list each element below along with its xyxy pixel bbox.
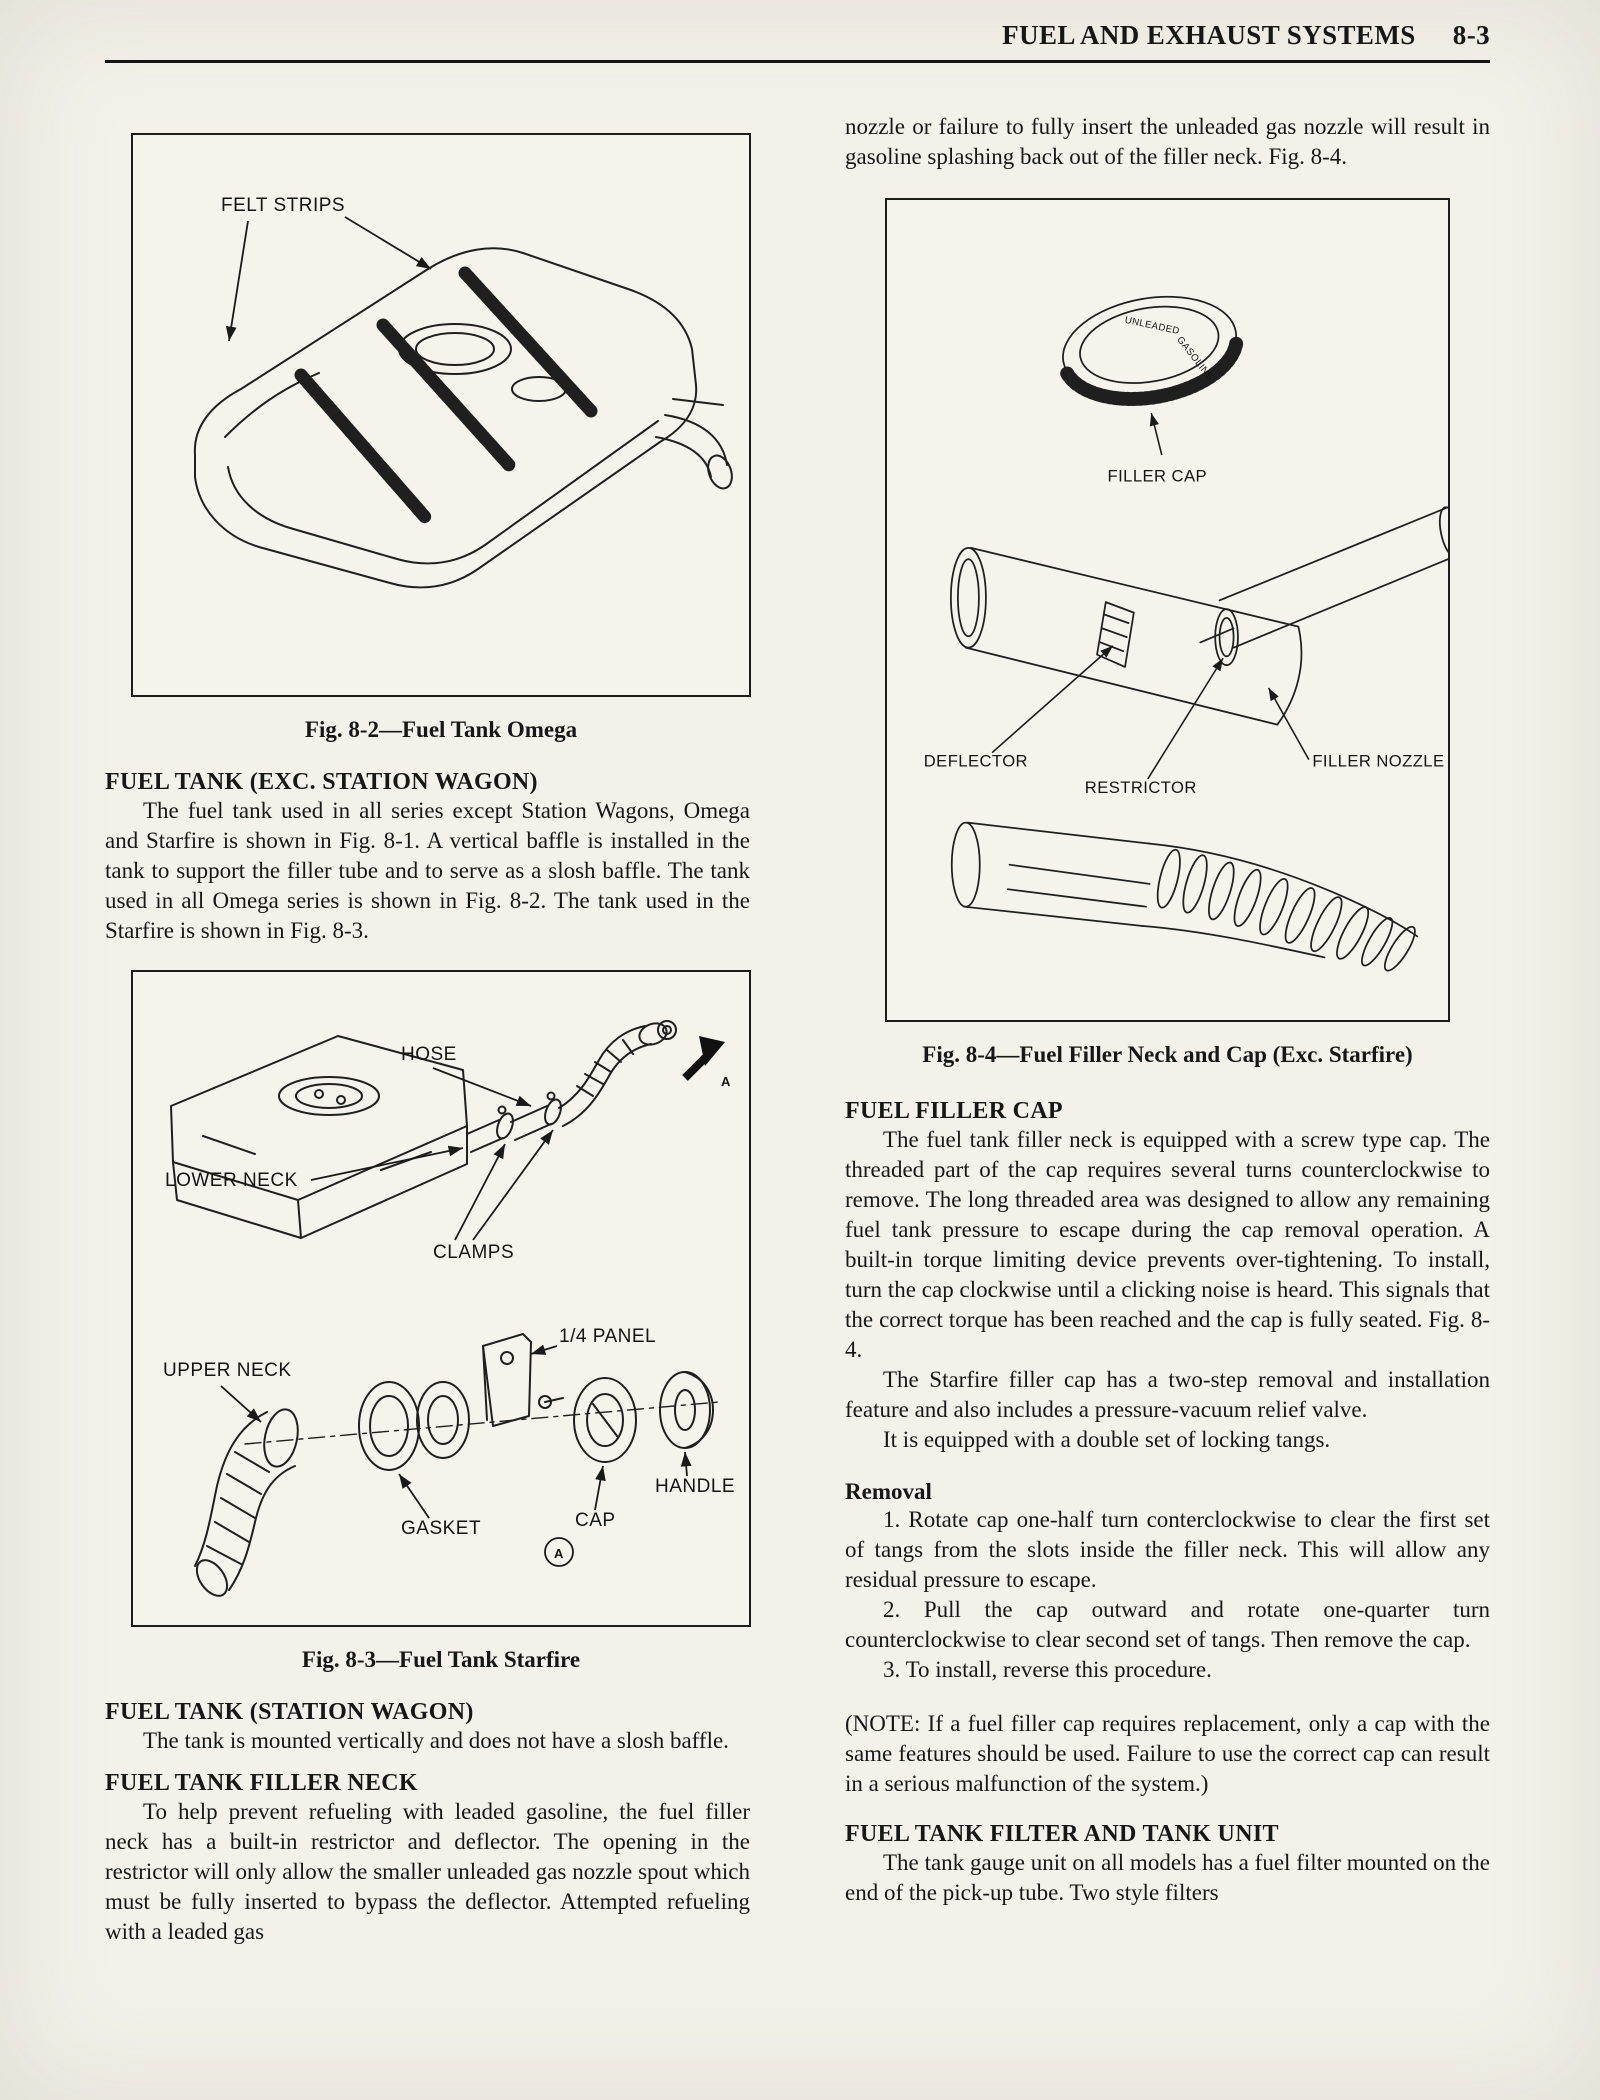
felt-strips-leader-right bbox=[345, 217, 431, 269]
figure-8-3-caption: Fig. 8-3—Fuel Tank Starfire bbox=[301, 1647, 581, 1672]
heading-fuel-tank-station-wagon: FUEL TANK (STATION WAGON) bbox=[105, 1699, 474, 1725]
restrictor-leader bbox=[1148, 658, 1223, 779]
hose-leader bbox=[433, 1068, 531, 1106]
deflector-leader bbox=[992, 646, 1113, 753]
removal-step-3: 3. To install, reverse this procedure. bbox=[883, 1657, 1212, 1682]
paragraph-fuel-tank-filter: The tank gauge unit on all models has a fuel filter mounted on the end of the pick-up tube. Two style filters bbox=[845, 1850, 1490, 1905]
lower-neck-hose-drawing bbox=[952, 823, 1420, 975]
heading-removal: Removal bbox=[845, 1479, 932, 1504]
quarter-panel-leader bbox=[531, 1346, 557, 1354]
upper-neck-leader bbox=[221, 1386, 261, 1422]
figure-8-2-caption: Fig. 8-2—Fuel Tank Omega bbox=[304, 717, 578, 742]
removal-step-1: 1. Rotate cap one-half turn conterclockwise to clear the first set of tangs from the slots inside the filler neck. This will allow any residual pressure to escape. bbox=[845, 1507, 1490, 1592]
handle-label: HANDLE bbox=[655, 1476, 736, 1497]
fuel-tank-starfire-illustration bbox=[133, 972, 749, 1625]
cap-label: CAP bbox=[575, 1510, 616, 1531]
paragraph-fuel-filler-cap-3: It is equipped with a double set of locking tangs. bbox=[883, 1427, 1331, 1452]
paragraph-fuel-tank-exc: The fuel tank used in all series except Station Wagons, Omega and Starfire is shown in Fig. 8-1. A vertical baffle is installed in the tank to support the filler tube and to serve as a slosh baffle. The tank used in all Omega series is shown in Fig. 8-2. The tank used in the Starfire is shown in Fig. 8-3. bbox=[105, 798, 750, 943]
restrictor-label: RESTRICTOR bbox=[1084, 777, 1197, 797]
paragraph-fuel-filler-cap-1: The fuel tank filler neck is equipped with a screw type cap. The threaded part of the cap requires several turns counterclockwise to remove. The long threaded area was designed to allow any remaining fuel tank pressure to escape during the cap removal operation. A built-in torque limiting device prevents over-tightening. To install, turn the cap clockwise until a clicking noise is heard. This signals that the correct torque has been reached and the cap is fully seated. Fig. 8-4. bbox=[845, 1127, 1490, 1362]
running-head: FUEL AND EXHAUST SYSTEMS bbox=[1002, 20, 1416, 50]
filler-neck-and-cap-illustration bbox=[887, 200, 1448, 1020]
heading-fuel-tank-filler-neck: FUEL TANK FILLER NECK bbox=[105, 1770, 418, 1796]
figure-8-4-frame bbox=[885, 198, 1450, 1022]
filler-nozzle-label: FILLER NOZZLE bbox=[1312, 751, 1445, 771]
removal-step-2: 2. Pull the cap outward and rotate one-quarter turn counterclockwise to clear second set of tangs. Then remove the cap. bbox=[845, 1597, 1490, 1652]
figure-8-4 bbox=[885, 198, 1450, 1068]
fuel-tank-omega-drawing bbox=[195, 248, 736, 587]
filler-neck-cutaway-drawing bbox=[951, 505, 1448, 724]
filler-cap-label: FILLER CAP bbox=[1107, 466, 1208, 486]
quarter-panel-label: 1/4 PANEL bbox=[559, 1326, 657, 1347]
detail-a-label: A bbox=[554, 1546, 564, 1561]
figure-8-3 bbox=[131, 970, 751, 1673]
header-rule bbox=[105, 60, 1490, 63]
gasket-label: GASKET bbox=[401, 1518, 482, 1539]
figure-8-2-frame bbox=[131, 133, 751, 697]
cap-leader bbox=[595, 1466, 603, 1510]
paragraph-fuel-filler-cap-2: The Starfire filler cap has a two-step removal and installation feature and also includes a pressure-vacuum relief valve. bbox=[845, 1367, 1490, 1422]
filler-cap-leader bbox=[1151, 413, 1162, 455]
note-paragraph: (NOTE: If a fuel filler cap requires replacement, only a cap with the same features should be used. Failure to use the correct cap can result in a serious malfunction of the system.) bbox=[845, 1711, 1490, 1796]
cap-gasoline-text: GASOLINE bbox=[1174, 334, 1216, 383]
paragraph-fuel-tank-filler-neck: To help prevent refueling with leaded gasoline, the fuel filler neck has a built-in restrictor and deflector. The opening in the restrictor will only allow the smaller unleaded gas nozzle spout which must be fully inserted to bypass the deflector. Attempted refueling with a leaded gas bbox=[105, 1799, 750, 1944]
left-column bbox=[105, 98, 750, 1947]
hose-label: HOSE bbox=[401, 1044, 457, 1065]
fuel-tank-omega-illustration bbox=[133, 135, 749, 695]
heading-fuel-tank-exc-station-wagon: FUEL TANK (EXC. STATION WAGON) bbox=[105, 769, 538, 795]
clamps-leader-1 bbox=[455, 1144, 505, 1240]
upper-neck-label: UPPER NECK bbox=[163, 1360, 292, 1381]
clamps-label: CLAMPS bbox=[433, 1242, 515, 1263]
figure-8-3-frame bbox=[131, 970, 751, 1627]
felt-strips-leader-left bbox=[229, 221, 248, 341]
heading-fuel-tank-filter: FUEL TANK FILTER AND TANK UNIT bbox=[845, 1821, 1279, 1847]
paragraph-fuel-tank-station-wagon: The tank is mounted vertically and does not have a slosh baffle. bbox=[143, 1728, 729, 1753]
figure-8-2 bbox=[131, 133, 751, 743]
figure-8-4-caption: Fig. 8-4—Fuel Filler Neck and Cap (Exc. Starfire) bbox=[922, 1042, 1413, 1067]
view-direction-arrow-shaft bbox=[685, 1056, 707, 1078]
handle-leader bbox=[685, 1452, 687, 1476]
heading-fuel-filler-cap: FUEL FILLER CAP bbox=[845, 1098, 1063, 1124]
cap-unleaded-text: UNLEADED bbox=[1123, 314, 1181, 338]
gasket-leader bbox=[399, 1474, 429, 1518]
lower-neck-label: LOWER NECK bbox=[165, 1170, 298, 1191]
page-header bbox=[105, 20, 1490, 51]
filler-cap-drawing bbox=[1055, 284, 1245, 412]
deflector-label: DEFLECTOR bbox=[923, 751, 1028, 771]
right-column bbox=[845, 98, 1490, 1908]
paragraph-continuation: nozzle or failure to fully insert the unleaded gas nozzle will result in gasoline splashing back out of the filler neck. Fig. 8-4. bbox=[845, 114, 1490, 169]
page-number: 8-3 bbox=[1452, 20, 1490, 50]
view-a-label: A bbox=[721, 1074, 731, 1089]
felt-strips-label: FELT STRIPS bbox=[221, 195, 346, 216]
